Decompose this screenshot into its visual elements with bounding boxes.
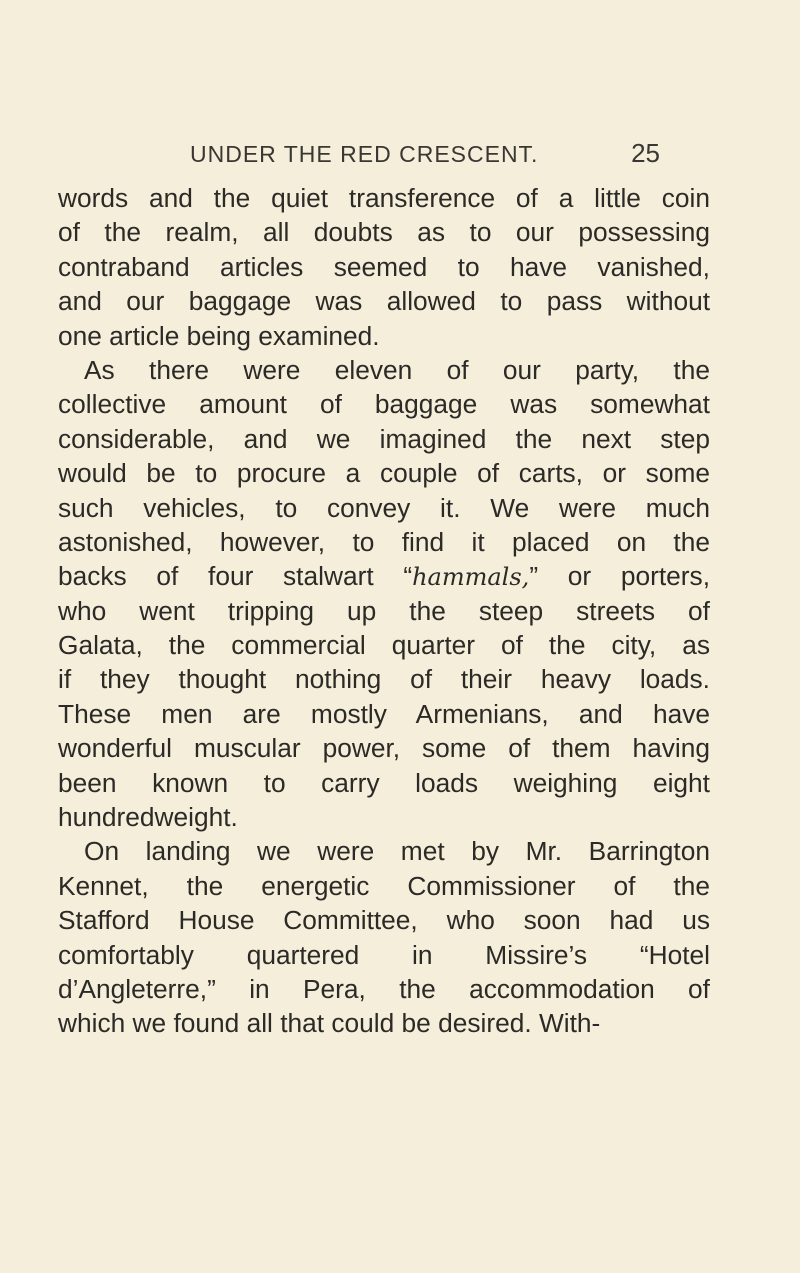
text-line: one article being examined. xyxy=(58,320,380,351)
text-line: would be to procure a couple of carts, or some xyxy=(58,458,710,489)
text-line: who went tripping up the steep streets of xyxy=(58,595,710,626)
text-line: As there were eleven of our party, the xyxy=(84,354,710,385)
text-line: if they thought nothing of their heavy loads. xyxy=(58,664,710,695)
text-line xyxy=(58,559,710,593)
text-line: been known to carry loads weighing eight xyxy=(58,767,710,798)
text-line: words and the quiet transference of a little coin xyxy=(58,183,710,213)
text-line: Stafford House Committee, who soon had us xyxy=(58,905,710,936)
text-line: and our baggage was allowed to pass without xyxy=(58,286,710,317)
italic-term: hammals, xyxy=(412,563,530,592)
text-line: wonderful muscular power, some of them having xyxy=(58,733,710,764)
text-line: These men are mostly Armenians, and have xyxy=(58,698,710,729)
text-line: considerable, and we imagined the next step xyxy=(58,423,710,454)
text-fragment: ” or porters, xyxy=(529,561,710,592)
text-line: Kennet, the energetic Commissioner of the xyxy=(58,870,710,901)
text-fragment: backs of four stalwart “ xyxy=(58,561,413,592)
running-title: UNDER THE RED CRESCENT. xyxy=(190,141,539,167)
text-line: collective amount of baggage was somewhat xyxy=(58,389,710,420)
body-text xyxy=(58,181,710,1041)
text-line: of the realm, all doubts as to our possessing xyxy=(58,217,710,248)
text-line: On landing we were met by Mr. Barrington xyxy=(84,836,710,867)
text-line: contraband articles seemed to have vanished, xyxy=(58,251,710,282)
text-line: which we found all that could be desired. With- xyxy=(58,1008,601,1039)
text-line: Galata, the commercial quarter of the city, as xyxy=(58,630,710,661)
text-line: such vehicles, to convey it. We were much xyxy=(58,492,710,523)
text-line: d’Angleterre,” in Pera, the accommodation of xyxy=(58,973,710,1004)
running-head xyxy=(190,138,660,169)
text-line: hundredweight. xyxy=(58,802,238,833)
text-line: comfortably quartered in Missire’s “Hotel xyxy=(58,939,710,970)
page-number: 25 xyxy=(631,138,660,168)
text-line: astonished, however, to find it placed on the xyxy=(58,526,710,557)
